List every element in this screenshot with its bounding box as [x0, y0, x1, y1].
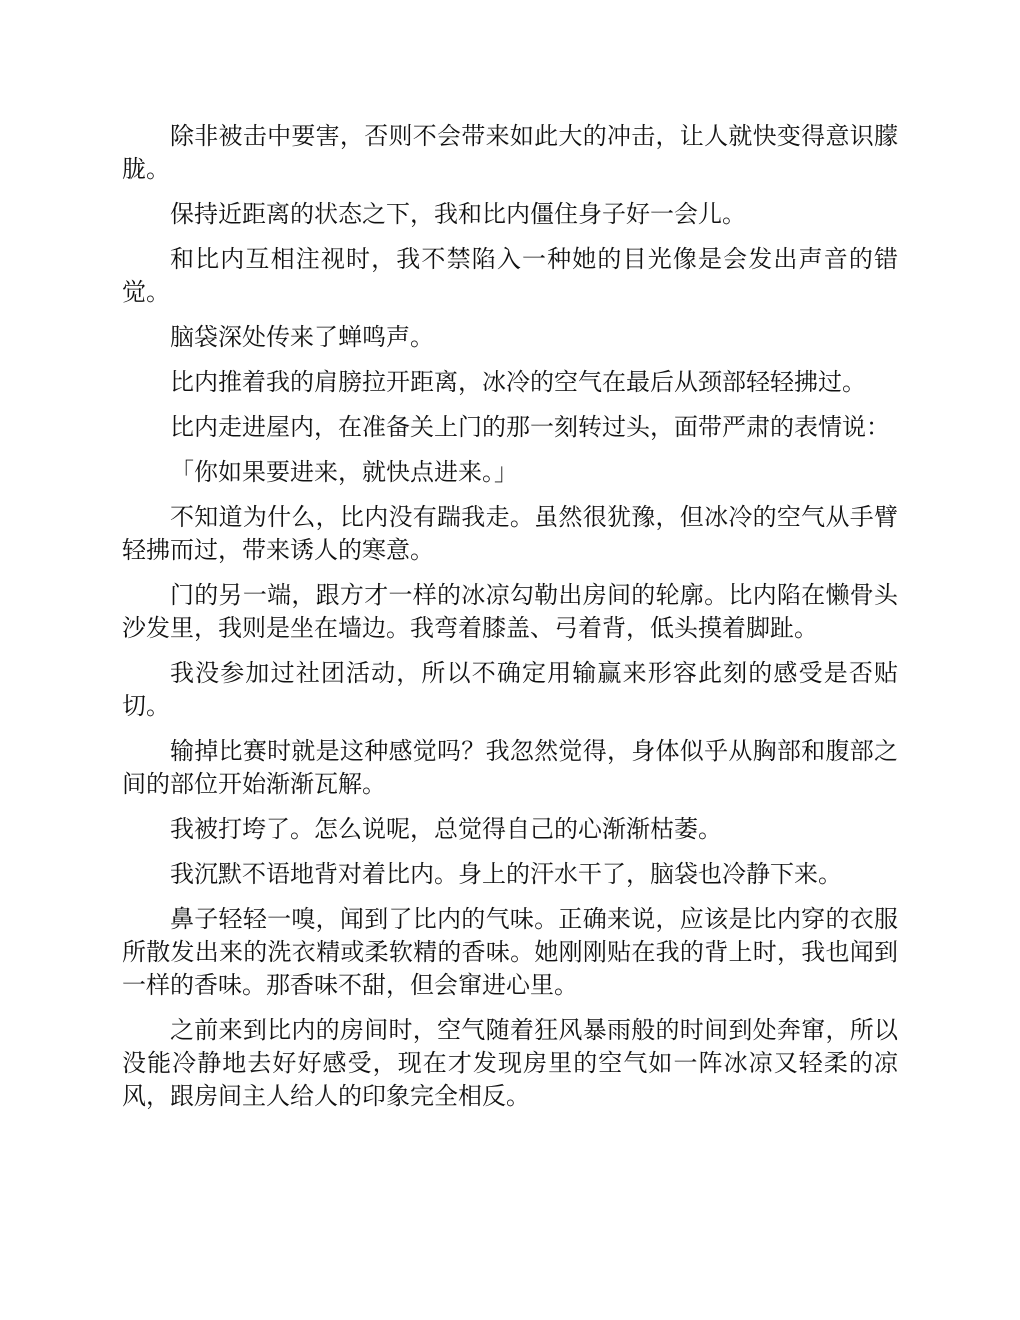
paragraph: 保持近距离的状态之下，我和比内僵住身子好一会儿。 [170, 200, 746, 228]
paragraph: 比内走进屋内，在准备关上门的那一刻转过头，面带严肃的表情说： [170, 413, 890, 441]
paragraph: 脑袋深处传来了蝉鸣声。 [170, 323, 434, 351]
paragraph: 和比内互相注视时，我不禁陷入一种她的目光像是会发出声音的错觉。 [122, 245, 898, 306]
paragraph: 比内推着我的肩膀拉开距离，冰冷的空气在最后从颈部轻轻拂过。 [170, 368, 866, 396]
paragraph: 我沉默不语地背对着比内。身上的汗水干了，脑袋也冷静下来。 [170, 860, 842, 888]
dialogue-paragraph: 「你如果要进来，就快点进来。」 [170, 458, 518, 486]
paragraph: 鼻子轻轻一嗅，闻到了比内的气味。正确来说，应该是比内穿的衣服所散发出来的洗衣精或柔软精的香味。她刚刚贴在我的背上时，我也闻到一样的香味。那香味不甜，但会窜进心里。 [122, 905, 898, 999]
paragraph: 输掉比赛时就是这种感觉吗？我忽然觉得，身体似乎从胸部和腹部之间的部位开始渐渐瓦解。 [122, 737, 898, 798]
paragraph: 我没参加过社团活动，所以不确定用输赢来形容此刻的感受是否贴切。 [122, 659, 898, 720]
paragraph: 门的另一端，跟方才一样的冰凉勾勒出房间的轮廓。比内陷在懒骨头沙发里，我则是坐在墙边。我弯着膝盖、弓着背，低头摸着脚趾。 [122, 581, 898, 642]
paragraph: 我被打垮了。怎么说呢，总觉得自己的心渐渐枯萎。 [170, 815, 722, 843]
paragraph: 不知道为什么，比内没有踹我走。虽然很犹豫，但冰冷的空气从手臂轻拂而过，带来诱人的寒意。 [122, 503, 898, 564]
document-page [122, 120, 898, 1125]
paragraph: 除非被击中要害，否则不会带来如此大的冲击，让人就快变得意识朦胧。 [122, 122, 898, 183]
paragraph: 之前来到比内的房间时，空气随着狂风暴雨般的时间到处奔窜，所以没能冷静地去好好感受，现在才发现房里的空气如一阵冰凉又轻柔的凉风，跟房间主人给人的印象完全相反。 [122, 1016, 898, 1110]
